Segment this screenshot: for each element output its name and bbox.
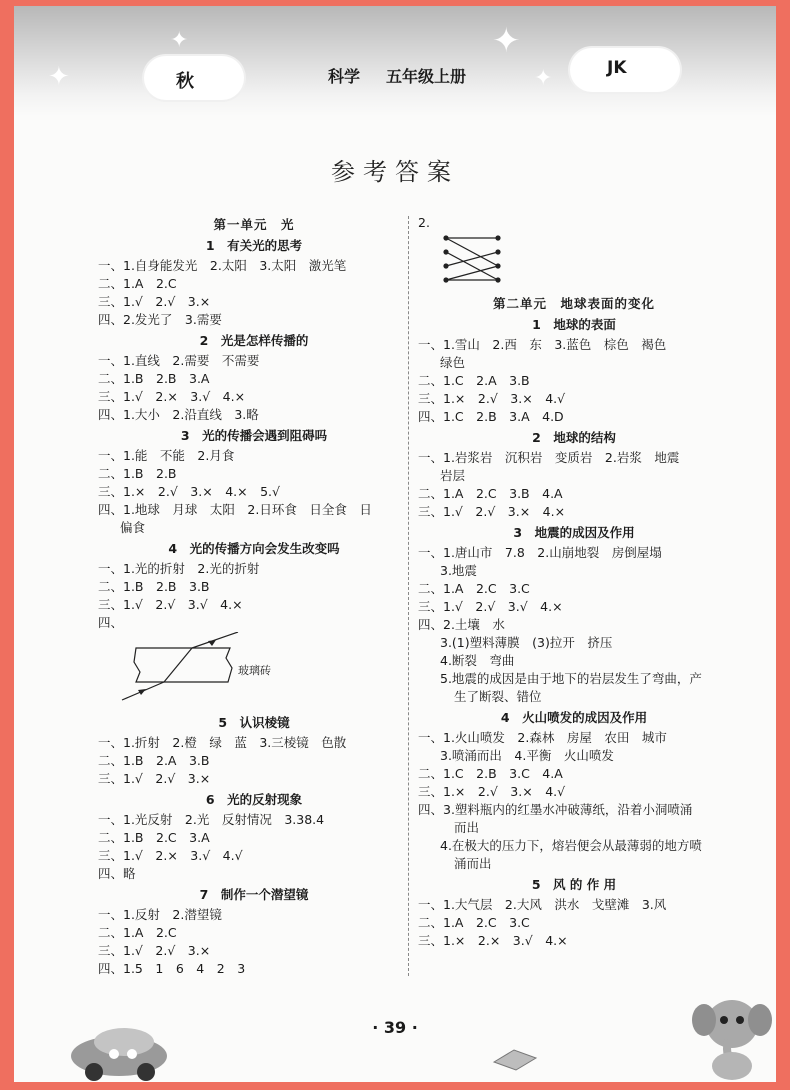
glass-refraction-figure bbox=[108, 632, 410, 708]
answer-line: 一、1.自身能发光 2.太阳 3.太阳 激光笔 bbox=[98, 258, 347, 273]
season-label: 秋 bbox=[176, 71, 194, 92]
lesson-heading: 1 有关光的思考 bbox=[205, 238, 303, 253]
lesson-heading: 3 光的传播会遇到阻碍吗 bbox=[180, 428, 328, 443]
answer-continuation: 偏食 bbox=[120, 520, 146, 535]
answer-line: 四、1.大小 2.沿直线 3.略 bbox=[98, 407, 259, 422]
subject-label: 科学 bbox=[328, 67, 361, 86]
answer-line: 三、1.√ 2.× 3.√ 4.√ bbox=[98, 848, 243, 863]
matching-lines-figure bbox=[442, 234, 730, 291]
answer-subline: 4.断裂 弯曲 bbox=[440, 653, 515, 668]
lesson-heading: 7 制作一个潜望镜 bbox=[199, 887, 309, 902]
cartoon-car-icon bbox=[64, 1016, 174, 1082]
answer-line: 四、略 bbox=[98, 866, 136, 881]
answer-line: 三、1.× 2.√ 3.× 4.√ bbox=[418, 391, 566, 406]
answer-line: 二、1.A 2.C bbox=[98, 925, 177, 940]
cartoon-elephant-icon bbox=[690, 986, 774, 1082]
answer-line: 四、2.发光了 3.需要 bbox=[98, 312, 222, 327]
answer-line: 一、1.能 不能 2.月食 bbox=[98, 448, 235, 463]
answer-line: 三、1.× 2.√ 3.× 4.× 5.√ bbox=[98, 484, 280, 499]
book-icon bbox=[490, 1042, 540, 1072]
lesson-heading: 2 光是怎样传播的 bbox=[199, 333, 309, 348]
lesson-heading: 3 地震的成因及作用 bbox=[513, 525, 635, 540]
answer-line: 四、1.C 2.B 3.A 4.D bbox=[418, 409, 564, 424]
right-column bbox=[418, 214, 730, 950]
lesson-heading: 4 光的传播方向会发生改变吗 bbox=[168, 541, 340, 556]
lesson-heading: 5 风 的 作 用 bbox=[531, 877, 617, 892]
answer-line: 一、1.光的折射 2.光的折射 bbox=[98, 561, 260, 576]
grade-label: 五年级上册 bbox=[386, 67, 467, 86]
answer-line: 二、1.B 2.B bbox=[98, 466, 177, 481]
answer-line: 二、1.A 2.C 3.C bbox=[418, 581, 530, 596]
answer-line: 二、1.B 2.C 3.A bbox=[98, 830, 210, 845]
answer-line: 一、1.折射 2.橙 绿 蓝 3.三棱镜 色散 bbox=[98, 735, 347, 750]
answer-line: 2. bbox=[418, 215, 430, 230]
answer-line: 一、1.雪山 2.西 东 3.蓝色 棕色 褐色 bbox=[418, 337, 667, 352]
answer-line: 二、1.C 2.B 3.C 4.A bbox=[418, 766, 563, 781]
answer-continuation: 涌而出 bbox=[454, 856, 492, 871]
page-number: · 39 · bbox=[372, 1018, 418, 1037]
edition-label: JK bbox=[607, 58, 627, 78]
refraction-diagram bbox=[108, 632, 308, 708]
page bbox=[14, 6, 776, 1082]
page-title: 参考答案 bbox=[331, 158, 459, 186]
answer-line: 一、1.大气层 2.大风 洪水 戈壁滩 3.风 bbox=[418, 897, 667, 912]
answer-line: 二、1.A 2.C 3.C bbox=[418, 915, 530, 930]
answer-line: 四、 bbox=[98, 615, 124, 630]
answer-line: 一、1.火山喷发 2.森林 房屋 农田 城市 bbox=[418, 730, 667, 745]
answer-line: 一、1.反射 2.潜望镜 bbox=[98, 907, 222, 922]
answer-line: 四、1.5 1 6 4 2 3 bbox=[98, 961, 246, 976]
lesson-heading: 6 光的反射现象 bbox=[205, 792, 303, 807]
star-icon: ✦ bbox=[534, 66, 553, 91]
answer-continuation: 生了断裂、错位 bbox=[454, 689, 542, 704]
lesson-heading: 2 地球的结构 bbox=[532, 430, 616, 445]
answer-line: 二、1.B 2.B 3.A bbox=[98, 371, 210, 386]
answer-line: 一、1.岩浆岩 沉积岩 变质岩 2.岩浆 地震 bbox=[418, 450, 680, 465]
answer-line: 三、1.√ 2.√ 3.√ 4.× bbox=[98, 597, 243, 612]
matching-diagram bbox=[442, 234, 512, 286]
answer-line: 二、1.B 2.A 3.B bbox=[98, 753, 210, 768]
lesson-heading: 4 火山喷发的成因及作用 bbox=[500, 710, 648, 725]
answer-line: 一、1.光反射 2.光 反射情况 3.38.4 bbox=[98, 812, 325, 827]
star-icon: ✦ bbox=[170, 28, 189, 53]
answer-line: 四、2.土壤 水 bbox=[418, 617, 505, 632]
answer-line: 一、1.直线 2.需要 不需要 bbox=[98, 353, 260, 368]
answer-subline: 4.在极大的压力下，熔岩便会从最薄弱的地方喷 bbox=[440, 838, 702, 853]
answer-line: 四、3.塑料瓶内的红墨水冲破薄纸，沿着小洞喷涌 bbox=[418, 802, 693, 817]
answer-line: 二、1.A 2.C bbox=[98, 276, 177, 291]
answer-line: 三、1.× 2.√ 3.× 4.√ bbox=[418, 784, 566, 799]
left-column bbox=[98, 214, 410, 978]
unit-heading: 第一单元 光 bbox=[213, 217, 295, 232]
answer-subline: 3.(1)塑料薄膜 (3)拉开 挤压 bbox=[440, 635, 613, 650]
answer-continuation: 3.喷涌而出 4.平衡 火山喷发 bbox=[440, 748, 614, 763]
lesson-heading: 5 认识棱镜 bbox=[218, 715, 290, 730]
answer-line: 二、1.A 2.C 3.B 4.A bbox=[418, 486, 563, 501]
star-icon: ✦ bbox=[492, 21, 521, 61]
answer-subline: 5.地震的成因是由于地下的岩层发生了弯曲，产 bbox=[440, 671, 702, 686]
answer-line: 三、1.√ 2.√ 3.× 4.× bbox=[418, 504, 566, 519]
answer-line: 三、1.√ 2.√ 3.× bbox=[98, 771, 211, 786]
glass-label: 玻璃砖 bbox=[238, 664, 271, 677]
answer-line: 四、1.地球 月球 太阳 2.日环食 日全食 日 bbox=[98, 502, 372, 517]
answer-line: 三、1.√ 2.√ 3.× bbox=[98, 294, 211, 309]
answer-continuation: 而出 bbox=[454, 820, 480, 835]
answer-line: 一、1.唐山市 7.8 2.山崩地裂 房倒屋塌 bbox=[418, 545, 662, 560]
answer-line: 二、1.C 2.A 3.B bbox=[418, 373, 530, 388]
unit-heading: 第二单元 地球表面的变化 bbox=[492, 296, 655, 311]
answer-line: 三、1.√ 2.× 3.√ 4.× bbox=[98, 389, 246, 404]
answer-line: 三、1.× 2.× 3.√ 4.× bbox=[418, 933, 568, 948]
answer-continuation: 3.地震 bbox=[440, 563, 477, 578]
answer-continuation: 绿色 bbox=[440, 355, 466, 370]
answer-line: 三、1.√ 2.√ 3.× bbox=[98, 943, 211, 958]
answer-line: 二、1.B 2.B 3.B bbox=[98, 579, 210, 594]
lesson-heading: 1 地球的表面 bbox=[532, 317, 616, 332]
star-icon: ✦ bbox=[48, 62, 70, 92]
answer-continuation: 岩层 bbox=[440, 468, 466, 483]
cloud-shape bbox=[144, 56, 244, 100]
answer-line: 三、1.√ 2.√ 3.√ 4.× bbox=[418, 599, 563, 614]
